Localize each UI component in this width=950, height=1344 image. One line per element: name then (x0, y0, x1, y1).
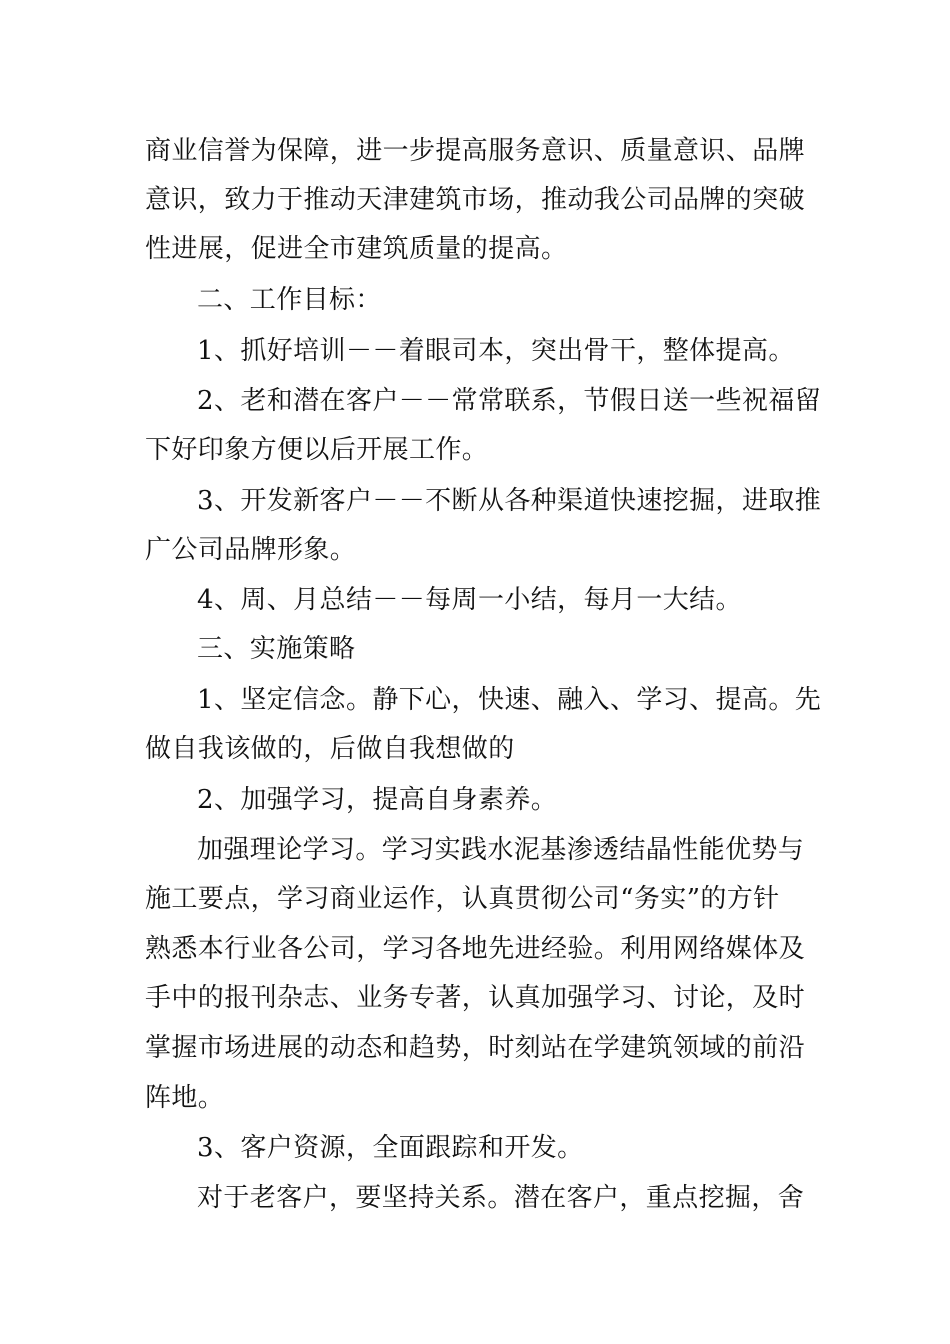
text-line: 手中的报刊杂志、业务专著，认真加强学习、讨论，及时 (145, 983, 806, 1013)
text-line: 阵地。 (145, 1083, 225, 1113)
text-line: 意识，致力于推动天津建筑市场，推动我公司品牌的突破 (145, 185, 806, 215)
list-item: 2、老和潜在客户－－常常联系，节假日送一些祝福留 (197, 386, 822, 416)
text-line: 性进展，促进全市建筑质量的提高。 (145, 234, 568, 264)
text-line: 广公司品牌形象。 (145, 535, 357, 565)
list-item: 1、坚定信念。静下心，快速、融入、学习、提高。先 (197, 685, 822, 715)
list-item: 4、周、月总结－－每周一小结，每月一大结。 (197, 585, 742, 615)
list-item: 2、加强学习，提高自身素养。 (197, 785, 558, 815)
list-item: 3、开发新客户－－不断从各种渠道快速挖掘，进取推 (197, 486, 822, 516)
list-item: 1、抓好培训－－着眼司本，突出骨干，整体提高。 (197, 336, 795, 366)
section-heading: 二、工作目标： (197, 285, 382, 315)
text-line: 做自我该做的，后做自我想做的 (145, 734, 515, 764)
list-item: 3、客户资源，全面跟踪和开发。 (197, 1133, 584, 1163)
text-line: 下好印象方便以后开展工作。 (145, 435, 489, 465)
text-line: 熟悉本行业各公司，学习各地先进经验。利用网络媒体及 (145, 934, 806, 964)
paragraph-line: 对于老客户，要坚持关系。潜在客户，重点挖掘，舍 (197, 1183, 805, 1213)
text-line: 商业信誉为保障，进一步提高服务意识、质量意识、品牌 (145, 136, 806, 166)
text-line: 掌握市场进展的动态和趋势，时刻站在学建筑领域的前沿 (145, 1033, 806, 1063)
paragraph-line: 加强理论学习。学习实践水泥基渗透结晶性能优势与 (197, 835, 805, 865)
section-heading: 三、实施策略 (197, 634, 356, 664)
text-line: 施工要点，学习商业运作，认真贯彻公司“务实”的方针 (145, 884, 780, 914)
